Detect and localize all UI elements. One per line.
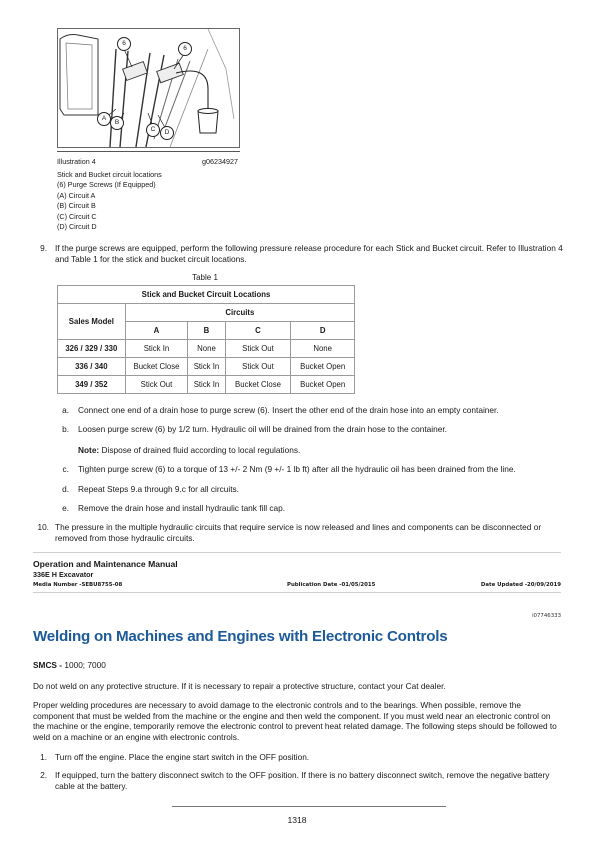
table-cell: None bbox=[291, 340, 355, 358]
media-number: Media Number -SEBU8755-08 bbox=[33, 582, 123, 588]
step-10-text: The pressure in the multiple hydraulic circuits that require service is now released and lines and components can be disconnected or removed from those hydraulic circuits. bbox=[55, 522, 542, 543]
step-9-text: If the purge screws are equipped, perform the following pressure release procedure for each Stick and Bucket circuit. Refer to Illustration 4 and Table 1 for the stick and bucket circuit locations. bbox=[55, 243, 563, 264]
column-header-b: B bbox=[188, 322, 225, 340]
illustration-caption bbox=[57, 170, 162, 232]
section-heading: Welding on Machines and Engines with Electronic Controls bbox=[33, 628, 448, 645]
callout-6-left: 6 bbox=[117, 37, 131, 51]
substep-e-letter: e. bbox=[62, 503, 69, 513]
date-updated: Date Updated -20/09/2019 bbox=[480, 582, 561, 588]
illustration-ref: g06234927 bbox=[202, 157, 238, 166]
column-header-c: C bbox=[225, 322, 291, 340]
page-number: 1318 bbox=[287, 815, 307, 825]
machine-model: 336E H Excavator bbox=[33, 570, 94, 579]
paragraph: Proper welding procedures are necessary to avoid damage to the electronic controls and to the bearings. When possible, remove the component that must be welded from the machine or the engine and then weld the component. If you must weld near an electronic control on the machine or the engine, temporarily remove the electronic control to prevent heat related damage. The following steps should be followed to weld on a machine or an engine with electronic controls. bbox=[33, 700, 557, 742]
caption-line: (D) Circuit D bbox=[57, 222, 97, 232]
table-cell: Stick Out bbox=[125, 376, 188, 394]
column-header-a: A bbox=[125, 322, 188, 340]
table-cell: Bucket Close bbox=[125, 358, 188, 376]
callout-c: C bbox=[146, 123, 160, 137]
substep-c-letter: c. bbox=[62, 464, 69, 474]
table-row bbox=[58, 340, 355, 358]
sales-model-header: Sales Model bbox=[58, 304, 126, 340]
smcs-label: SMCS - bbox=[33, 660, 63, 670]
footer-divider bbox=[172, 806, 446, 807]
caption-line: (6) Purge Screws (If Equipped) bbox=[57, 180, 156, 190]
document-id: i07746333 bbox=[532, 613, 561, 619]
table-cell: None bbox=[188, 340, 225, 358]
substep-d-text: Repeat Steps 9.a through 9.c for all circuits. bbox=[78, 484, 239, 494]
caption-line: (B) Circuit B bbox=[57, 201, 96, 211]
table-cell: Stick Out bbox=[225, 358, 291, 376]
table-cell: Stick In bbox=[188, 358, 225, 376]
step-1-text: Turn off the engine. Place the engine start switch in the OFF position. bbox=[55, 752, 310, 762]
note-label: Note: bbox=[78, 445, 100, 455]
smcs-value: 1000; 7000 bbox=[62, 660, 106, 670]
note-text: Dispose of drained fluid according to local regulations. bbox=[99, 445, 301, 455]
table-caption: Table 1 bbox=[192, 273, 218, 282]
callout-a: A bbox=[97, 112, 111, 126]
circuits-header: Circuits bbox=[125, 304, 354, 322]
paragraph: Do not weld on any protective structure. If it is necessary to repair a protective structure, contact your Cat dealer. bbox=[33, 681, 446, 691]
table-cell: Stick In bbox=[188, 376, 225, 394]
column-header-d: D bbox=[291, 322, 355, 340]
table-cell: Stick Out bbox=[225, 340, 291, 358]
caption-divider bbox=[57, 151, 240, 152]
step-2-text: If equipped, turn the battery disconnect switch to the OFF position. If there is no battery disconnect switch, remove the negative battery cable at the battery. bbox=[55, 770, 550, 791]
substep-d-letter: d. bbox=[62, 484, 69, 494]
illustration-number: Illustration 4 bbox=[57, 157, 96, 166]
table-title: Stick and Bucket Circuit Locations bbox=[58, 286, 355, 304]
table-cell: Stick In bbox=[125, 340, 188, 358]
step-1-number: 1. bbox=[40, 752, 47, 762]
sales-model-cell: 336 / 340 bbox=[58, 358, 126, 376]
table-cell: Bucket Close bbox=[225, 376, 291, 394]
circuit-locations-table bbox=[57, 285, 355, 394]
substep-c-text: Tighten purge screw (6) to a torque of 13 +/- 2 Nm (9 +/- 1 lb ft) after all the hydraulic oil has been drained from the line. bbox=[78, 464, 516, 474]
table-row bbox=[58, 376, 355, 394]
smcs-line bbox=[33, 660, 106, 671]
step-10-number: 10. bbox=[37, 522, 49, 532]
section-divider bbox=[33, 592, 561, 593]
substep-a-letter: a. bbox=[62, 405, 69, 415]
step-2-number: 2. bbox=[40, 770, 47, 780]
callout-6-right: 6 bbox=[178, 42, 192, 56]
table-row bbox=[58, 358, 355, 376]
sales-model-cell: 349 / 352 bbox=[58, 376, 126, 394]
publication-date: Publication Date -01/05/2015 bbox=[287, 582, 376, 588]
substep-e-text: Remove the drain hose and install hydraulic tank fill cap. bbox=[78, 503, 286, 513]
step-9-number: 9. bbox=[40, 243, 47, 253]
note bbox=[78, 445, 300, 456]
caption-line: Stick and Bucket circuit locations bbox=[57, 170, 162, 179]
caption-line: (C) Circuit C bbox=[57, 211, 97, 221]
callout-b: B bbox=[110, 116, 124, 130]
substep-b-text: Loosen purge screw (6) by 1/2 turn. Hydraulic oil will be drained from the drain hose to the container. bbox=[78, 424, 447, 434]
substep-a-text: Connect one end of a drain hose to purge screw (6). Insert the other end of the drain hose into an empty container. bbox=[78, 405, 499, 415]
sales-model-cell: 326 / 329 / 330 bbox=[58, 340, 126, 358]
caption-line: (A) Circuit A bbox=[57, 190, 96, 200]
section-divider bbox=[33, 552, 561, 553]
callout-d: D bbox=[160, 126, 174, 140]
table-cell: Bucket Open bbox=[291, 358, 355, 376]
table-cell: Bucket Open bbox=[291, 376, 355, 394]
manual-title: Operation and Maintenance Manual bbox=[33, 559, 178, 569]
substep-b-letter: b. bbox=[62, 424, 69, 434]
